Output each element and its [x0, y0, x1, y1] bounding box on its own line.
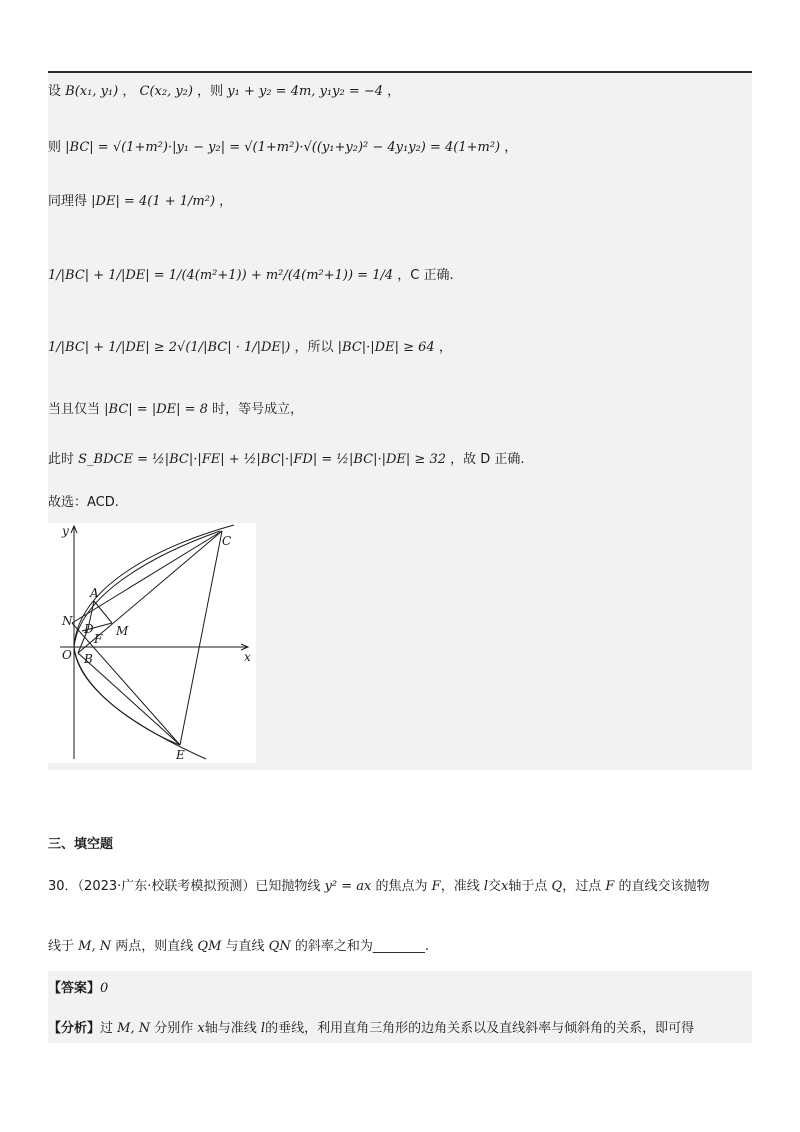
product-bound: |BC|·|DE| ≥ 64	[337, 340, 435, 355]
text: 已知抛物线	[255, 879, 321, 894]
text: 轴与准线	[204, 1021, 257, 1036]
solution-line-1	[48, 80, 400, 99]
question-number: 30．	[48, 879, 78, 894]
text: ，故 D 正确.	[450, 452, 525, 467]
area-formula: S_BDCE = ½|BC|·|FE| + ½|BC|·|FD| = ½|BC|·|DE| ≥ 32	[78, 452, 446, 467]
line-qn: QN	[268, 939, 291, 954]
point-q: Q	[551, 879, 563, 894]
reciprocal-sum-formula: 1/|BC| + 1/|DE| = 1/(4(m²+1)) + m²/(4(m²+1)) = 1/4	[48, 268, 394, 283]
text: 时，等号成立，	[212, 402, 304, 417]
text: ，则	[197, 84, 224, 99]
solution-line-7	[48, 448, 525, 467]
vieta-relation: y₁ + y₂ = 4m, y₁y₂ = −4	[227, 84, 384, 99]
am-gm-formula: 1/|BC| + 1/|DE| ≥ 2√(1/|BC| · 1/|DE|)	[48, 340, 291, 355]
label-o: O	[62, 648, 72, 662]
question-line-1	[48, 875, 710, 894]
diagram-svg	[48, 523, 256, 763]
label-e: E	[176, 748, 185, 762]
point-b: B(x₁, y₁)	[65, 84, 119, 99]
bc-length-formula: |BC| = √(1+m²)·|y₁ − y₂| = √(1+m²)·√((y₁+y₂)² − 4y₁y₂) = 4(1+m²)	[65, 140, 501, 155]
solution-line-6	[48, 398, 303, 417]
label-x: x	[244, 650, 251, 664]
text: 当且仅当	[48, 402, 101, 417]
analysis-line	[48, 1017, 694, 1036]
label-y: y	[62, 524, 69, 538]
text: ，C 正确.	[397, 268, 454, 283]
focus-f: F	[605, 879, 615, 894]
directrix-l: l	[483, 879, 489, 894]
text: ，	[504, 140, 518, 155]
text: 过	[100, 1021, 114, 1036]
de-length-formula: |DE| = 4(1 + 1/m²)	[91, 194, 216, 209]
text: ，过点	[562, 879, 602, 894]
text: 则	[48, 140, 62, 155]
solution-line-4	[48, 264, 454, 283]
equality-condition: |BC| = |DE| = 8	[104, 402, 208, 417]
focus-f: F	[431, 879, 441, 894]
solution-line-8: 故选：ACD.	[48, 495, 119, 510]
chord-ne	[72, 623, 180, 745]
label-d: D	[84, 622, 94, 636]
question-line-2	[48, 935, 429, 954]
text: 此时	[48, 452, 75, 467]
chord-be	[78, 653, 180, 745]
text: ，准线	[440, 879, 480, 894]
text: 线于	[48, 939, 75, 954]
question-source: （2023·广东·校联考模拟预测）	[77, 879, 256, 894]
answer-tag: 【答案】	[48, 981, 101, 996]
text: ，	[122, 84, 136, 99]
parabola-diagram	[48, 523, 256, 763]
label-a: A	[90, 586, 99, 600]
text: 设	[48, 84, 62, 99]
parabola-equation: y² = ax	[324, 879, 372, 894]
text: 交	[488, 879, 502, 894]
solution-line-5	[48, 336, 452, 355]
section-title: 三、填空题	[48, 837, 114, 852]
text: 两点，则直线	[115, 939, 194, 954]
text: 的垂线，利用直角三角形的边角关系以及直线斜率与倾斜角的关系，即可得	[265, 1021, 695, 1036]
answer-line	[48, 977, 108, 996]
label-b: B	[84, 652, 93, 666]
label-f: F	[94, 632, 103, 646]
label-c: C	[222, 534, 232, 548]
directrix-l: l	[260, 1021, 266, 1036]
label-n: N	[62, 614, 73, 628]
x-symbol: x	[501, 879, 509, 894]
text: 分别作	[154, 1021, 194, 1036]
text: 轴于点	[508, 879, 548, 894]
line-qm: QM	[197, 939, 222, 954]
text: 的焦点为	[375, 879, 428, 894]
point-c: C(x₂, y₂)	[139, 84, 193, 99]
answer-value: 0	[100, 981, 109, 996]
solution-line-3	[48, 190, 232, 209]
text: 的直线交该抛物	[618, 879, 710, 894]
blank-prompt: 的斜率之和为________.	[294, 939, 429, 954]
text: ，	[438, 340, 452, 355]
text: 与直线	[225, 939, 265, 954]
text: ，	[219, 194, 233, 209]
chord-nc	[72, 531, 222, 623]
label-m: M	[116, 624, 129, 638]
chord-ce	[180, 531, 222, 745]
text: 同理得	[48, 194, 88, 209]
points-mn: M, N	[78, 939, 112, 954]
x-symbol: x	[197, 1021, 205, 1036]
solution-line-2	[48, 136, 517, 155]
points-mn: M, N	[117, 1021, 151, 1036]
text: ，所以	[294, 340, 334, 355]
analysis-tag: 【分析】	[48, 1021, 101, 1036]
text: ，	[387, 84, 401, 99]
